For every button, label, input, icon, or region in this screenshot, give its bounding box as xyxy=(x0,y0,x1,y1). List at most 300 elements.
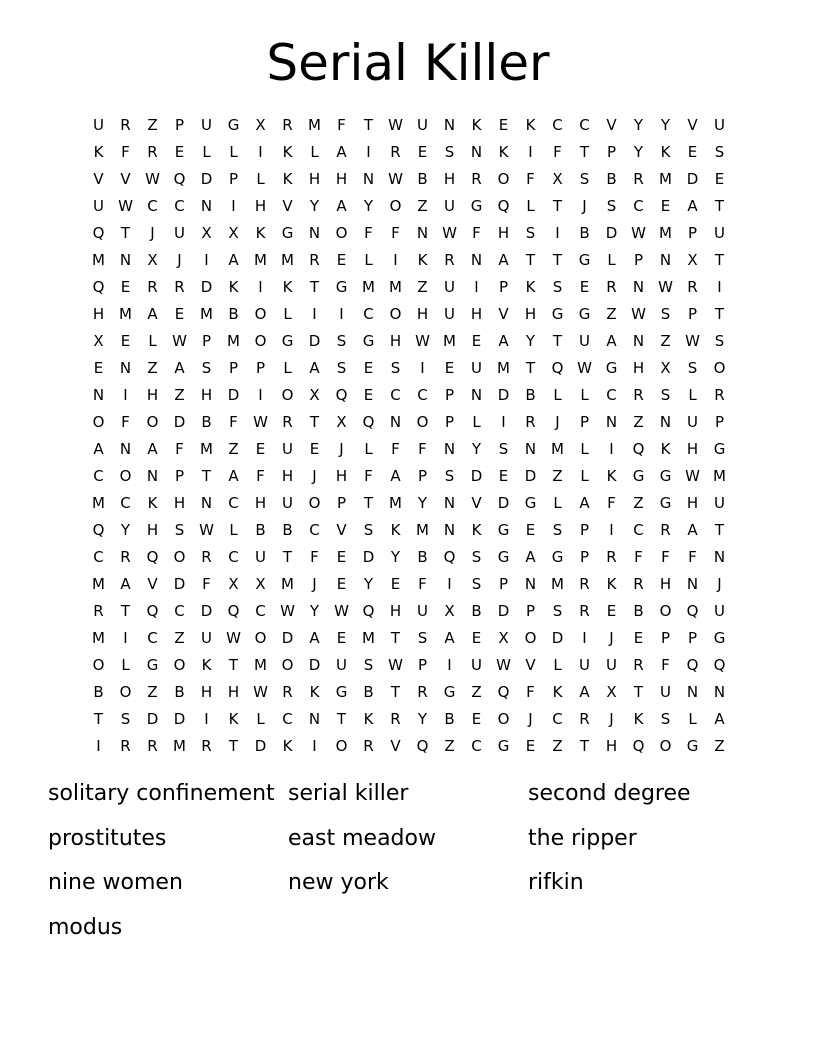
grid-letter: E xyxy=(579,278,590,296)
grid-letter: O xyxy=(281,656,294,674)
grid-letter: A xyxy=(525,548,536,566)
grid-letter: I xyxy=(420,359,425,377)
grid-letter: F xyxy=(661,656,670,674)
grid-letter: M xyxy=(281,575,294,593)
grid-letter: G xyxy=(659,467,672,485)
grid-letter: A xyxy=(687,197,698,215)
grid-letter: E xyxy=(336,629,347,647)
grid-letter: K xyxy=(228,710,239,728)
grid-letter: S xyxy=(417,629,428,647)
grid-letter: R xyxy=(282,413,293,431)
grid-letter: A xyxy=(336,143,347,161)
grid-letter: M xyxy=(308,116,321,134)
grid-letter: I xyxy=(609,440,614,458)
grid-letter: R xyxy=(390,143,401,161)
grid-letter: J xyxy=(609,710,614,728)
grid-letter: D xyxy=(173,575,186,593)
grid-letter: U xyxy=(660,683,671,701)
grid-letter: D xyxy=(200,170,213,188)
grid-letter: S xyxy=(552,521,563,539)
grid-letter: J xyxy=(312,575,317,593)
grid-row xyxy=(85,544,733,571)
grid-letter: T xyxy=(309,413,320,431)
grid-letter: A xyxy=(606,332,617,350)
grid-letter: N xyxy=(362,170,375,188)
grid-letter: D xyxy=(173,710,186,728)
grid-letter: Y xyxy=(120,521,131,539)
grid-letter: N xyxy=(632,332,645,350)
grid-letter: F xyxy=(391,224,400,242)
grid-letter: T xyxy=(93,710,104,728)
grid-letter: D xyxy=(524,467,537,485)
grid-letter: W xyxy=(280,602,295,620)
grid-letter: L xyxy=(553,656,562,674)
grid-letter: J xyxy=(582,197,587,215)
grid-letter: Q xyxy=(173,170,186,188)
grid-row xyxy=(85,301,733,328)
grid-letter: S xyxy=(525,224,536,242)
grid-letter: I xyxy=(366,143,371,161)
grid-letter: L xyxy=(283,359,292,377)
grid-letter: P xyxy=(336,494,347,512)
grid-letter: N xyxy=(686,683,699,701)
grid-letter: M xyxy=(713,467,726,485)
grid-letter: M xyxy=(92,629,105,647)
grid-letter: M xyxy=(443,332,456,350)
grid-letter: D xyxy=(173,413,186,431)
grid-letter: H xyxy=(632,359,645,377)
grid-letter: Y xyxy=(363,197,374,215)
grid-letter: U xyxy=(714,602,725,620)
grid-letter: I xyxy=(501,413,506,431)
grid-letter: L xyxy=(580,440,589,458)
grid-letter: Z xyxy=(552,737,563,755)
word-list-item: rifkin xyxy=(528,870,584,895)
grid-letter: T xyxy=(282,548,293,566)
grid-letter: F xyxy=(202,575,211,593)
grid-letter: S xyxy=(363,656,374,674)
grid-letter: N xyxy=(470,251,483,269)
grid-letter: K xyxy=(282,170,293,188)
grid-row xyxy=(85,355,733,382)
grid-letter: Y xyxy=(525,332,536,350)
grid-letter: W xyxy=(388,116,403,134)
grid-letter: L xyxy=(526,197,535,215)
grid-letter: E xyxy=(93,359,104,377)
grid-letter: W xyxy=(415,332,430,350)
grid-letter: M xyxy=(551,440,564,458)
grid-letter: O xyxy=(659,737,672,755)
grid-letter: G xyxy=(497,521,510,539)
grid-letter: K xyxy=(255,224,266,242)
grid-letter: I xyxy=(528,143,533,161)
grid-letter: I xyxy=(555,224,560,242)
word-list-item: the ripper xyxy=(528,825,637,851)
grid-letter: Y xyxy=(471,440,482,458)
grid-letter: U xyxy=(714,494,725,512)
grid-letter: G xyxy=(281,332,294,350)
grid-letter: Q xyxy=(335,386,348,404)
grid-letter: P xyxy=(687,629,698,647)
grid-letter: C xyxy=(120,494,131,512)
grid-letter: A xyxy=(579,683,590,701)
grid-letter: F xyxy=(418,440,427,458)
grid-letter: B xyxy=(417,548,428,566)
grid-letter: I xyxy=(447,656,452,674)
grid-letter: P xyxy=(174,467,185,485)
grid-letter: N xyxy=(308,710,321,728)
grid-letter: S xyxy=(660,710,671,728)
grid-letter: F xyxy=(688,548,697,566)
grid-letter: G xyxy=(578,251,591,269)
grid-letter: A xyxy=(714,710,725,728)
grid-letter: R xyxy=(633,386,644,404)
grid-letter: N xyxy=(470,143,483,161)
grid-letter: Y xyxy=(309,197,320,215)
grid-letter: K xyxy=(417,251,428,269)
grid-letter: L xyxy=(202,143,211,161)
grid-letter: L xyxy=(553,494,562,512)
grid-letter: P xyxy=(417,467,428,485)
grid-letter: F xyxy=(607,494,616,512)
grid-letter: P xyxy=(579,413,590,431)
grid-row xyxy=(85,409,733,436)
grid-letter: T xyxy=(579,143,590,161)
grid-letter: Q xyxy=(497,683,510,701)
grid-letter: V xyxy=(93,170,104,188)
grid-letter: F xyxy=(526,683,535,701)
grid-letter: Q xyxy=(686,602,699,620)
grid-letter: B xyxy=(201,413,212,431)
grid-letter: G xyxy=(713,440,726,458)
grid-letter: E xyxy=(363,386,374,404)
grid-letter: S xyxy=(336,359,347,377)
word-list-item: east meadow xyxy=(288,825,436,851)
grid-letter: N xyxy=(524,575,537,593)
grid-letter: Y xyxy=(417,494,428,512)
word-list-item: new york xyxy=(288,870,389,895)
grid-letter: G xyxy=(497,737,510,755)
grid-letter: Q xyxy=(92,224,105,242)
grid-letter: O xyxy=(389,197,402,215)
grid-letter: C xyxy=(633,197,644,215)
grid-letter: S xyxy=(120,710,131,728)
grid-letter: M xyxy=(119,305,132,323)
grid-letter: B xyxy=(255,521,266,539)
grid-letter: Z xyxy=(633,494,644,512)
grid-letter: I xyxy=(339,305,344,323)
grid-letter: Z xyxy=(174,629,185,647)
grid-letter: M xyxy=(200,305,213,323)
grid-letter: T xyxy=(579,737,590,755)
grid-letter: K xyxy=(498,143,509,161)
grid-letter: F xyxy=(634,548,643,566)
grid-letter: S xyxy=(552,602,563,620)
grid-letter: G xyxy=(605,359,618,377)
grid-letter: F xyxy=(175,440,184,458)
grid-letter: N xyxy=(416,224,429,242)
grid-row xyxy=(85,274,733,301)
grid-letter: T xyxy=(714,197,725,215)
grid-letter: L xyxy=(472,413,481,431)
grid-letter: S xyxy=(498,440,509,458)
grid-letter: A xyxy=(390,467,401,485)
grid-letter: E xyxy=(120,278,131,296)
grid-letter: N xyxy=(713,683,726,701)
grid-letter: V xyxy=(471,494,482,512)
grid-letter: K xyxy=(282,737,293,755)
grid-letter: T xyxy=(228,656,239,674)
grid-letter: X xyxy=(660,359,671,377)
grid-letter: P xyxy=(498,278,509,296)
grid-letter: Z xyxy=(417,197,428,215)
grid-letter: D xyxy=(227,386,240,404)
grid-letter: X xyxy=(147,251,158,269)
grid-letter: S xyxy=(471,575,482,593)
grid-letter: E xyxy=(174,305,185,323)
grid-letter: C xyxy=(255,602,266,620)
grid-letter: D xyxy=(254,737,267,755)
word-list-item: second degree xyxy=(528,781,691,806)
grid-letter: W xyxy=(145,170,160,188)
grid-letter: R xyxy=(417,683,428,701)
grid-letter: E xyxy=(606,602,617,620)
grid-letter: E xyxy=(687,143,698,161)
grid-letter: J xyxy=(528,710,533,728)
grid-letter: E xyxy=(498,116,509,134)
grid-letter: Q xyxy=(146,548,159,566)
page-title: Serial Killer xyxy=(266,34,550,92)
grid-letter: X xyxy=(606,683,617,701)
grid-letter: K xyxy=(201,656,212,674)
grid-letter: S xyxy=(579,170,590,188)
grid-letter: O xyxy=(416,413,429,431)
grid-letter: J xyxy=(150,224,155,242)
grid-letter: W xyxy=(118,197,133,215)
grid-letter: T xyxy=(228,737,239,755)
grid-letter: H xyxy=(389,602,402,620)
grid-letter: K xyxy=(525,278,536,296)
grid-letter: R xyxy=(633,575,644,593)
grid-letter: X xyxy=(93,332,104,350)
grid-letter: H xyxy=(497,224,510,242)
grid-letter: O xyxy=(173,548,186,566)
grid-letter: M xyxy=(659,224,672,242)
grid-letter: O xyxy=(173,656,186,674)
grid-letter: F xyxy=(364,467,373,485)
grid-letter: D xyxy=(200,602,213,620)
grid-letter: F xyxy=(553,143,562,161)
grid-letter: H xyxy=(470,305,483,323)
grid-letter: H xyxy=(605,737,618,755)
grid-letter: C xyxy=(552,116,563,134)
grid-letter: V xyxy=(336,521,347,539)
grid-letter: P xyxy=(525,602,536,620)
grid-letter: M xyxy=(200,440,213,458)
grid-letter: S xyxy=(174,521,185,539)
grid-letter: P xyxy=(444,386,455,404)
grid-letter: K xyxy=(471,521,482,539)
grid-letter: K xyxy=(390,521,401,539)
grid-letter: C xyxy=(93,467,104,485)
grid-letter: M xyxy=(551,575,564,593)
grid-letter: H xyxy=(659,575,672,593)
grid-letter: D xyxy=(362,548,375,566)
grid-letter: T xyxy=(525,359,536,377)
grid-letter: R xyxy=(390,710,401,728)
grid-letter: K xyxy=(606,467,617,485)
grid-letter: L xyxy=(364,440,373,458)
grid-letter: K xyxy=(282,143,293,161)
grid-letter: C xyxy=(552,710,563,728)
grid-letter: N xyxy=(524,440,537,458)
grid-letter: W xyxy=(685,332,700,350)
grid-letter: J xyxy=(555,413,560,431)
grid-letter: B xyxy=(363,683,374,701)
grid-letter: R xyxy=(471,170,482,188)
grid-letter: G xyxy=(524,494,537,512)
grid-letter: U xyxy=(579,656,590,674)
grid-letter: D xyxy=(497,386,510,404)
grid-letter: H xyxy=(227,683,240,701)
grid-letter: G xyxy=(335,683,348,701)
grid-letter: A xyxy=(174,359,185,377)
grid-letter: U xyxy=(714,224,725,242)
grid-letter: C xyxy=(174,602,185,620)
grid-letter: B xyxy=(606,170,617,188)
grid-letter: E xyxy=(120,332,131,350)
grid-letter: I xyxy=(312,737,317,755)
grid-letter: Q xyxy=(92,278,105,296)
grid-letter: I xyxy=(96,737,101,755)
grid-letter: E xyxy=(471,332,482,350)
grid-letter: I xyxy=(312,305,317,323)
grid-letter: N xyxy=(200,197,213,215)
grid-letter: H xyxy=(200,683,213,701)
grid-row xyxy=(85,193,733,220)
grid-letter: Y xyxy=(363,575,374,593)
grid-letter: G xyxy=(551,305,564,323)
grid-letter: Q xyxy=(443,548,456,566)
grid-letter: B xyxy=(471,602,482,620)
grid-letter: T xyxy=(714,251,725,269)
grid-letter: W xyxy=(631,224,646,242)
grid-letter: G xyxy=(470,197,483,215)
grid-letter: P xyxy=(444,413,455,431)
grid-letter: B xyxy=(282,521,293,539)
grid-letter: O xyxy=(497,170,510,188)
grid-letter: Q xyxy=(632,737,645,755)
grid-letter: Y xyxy=(417,710,428,728)
grid-letter: U xyxy=(417,116,428,134)
grid-letter: V xyxy=(282,197,293,215)
grid-letter: X xyxy=(255,116,266,134)
grid-row xyxy=(85,220,733,247)
grid-letter: M xyxy=(389,494,402,512)
grid-letter: B xyxy=(417,170,428,188)
grid-letter: N xyxy=(119,440,132,458)
grid-letter: M xyxy=(254,251,267,269)
grid-letter: M xyxy=(497,359,510,377)
grid-letter: Z xyxy=(228,440,239,458)
grid-letter: Z xyxy=(552,467,563,485)
grid-letter: Z xyxy=(471,683,482,701)
grid-letter: L xyxy=(148,332,157,350)
grid-letter: N xyxy=(659,251,672,269)
grid-letter: P xyxy=(174,116,185,134)
grid-letter: H xyxy=(686,494,699,512)
grid-letter: W xyxy=(226,629,241,647)
grid-letter: U xyxy=(417,602,428,620)
grid-letter: A xyxy=(147,305,158,323)
grid-letter: P xyxy=(201,332,212,350)
grid-letter: L xyxy=(688,710,697,728)
grid-letter: A xyxy=(93,440,104,458)
grid-letter: V xyxy=(147,575,158,593)
grid-letter: X xyxy=(552,170,563,188)
grid-letter: P xyxy=(579,548,590,566)
grid-letter: F xyxy=(418,575,427,593)
grid-letter: W xyxy=(442,224,457,242)
grid-letter: J xyxy=(609,629,614,647)
grid-letter: R xyxy=(282,683,293,701)
grid-row xyxy=(85,463,733,490)
grid-letter: R xyxy=(282,116,293,134)
grid-row xyxy=(85,112,733,139)
grid-letter: Z xyxy=(606,305,617,323)
grid-letter: C xyxy=(309,521,320,539)
grid-letter: L xyxy=(310,143,319,161)
grid-letter: U xyxy=(471,656,482,674)
grid-letter: K xyxy=(93,143,104,161)
grid-letter: A xyxy=(444,629,455,647)
grid-letter: T xyxy=(363,116,374,134)
grid-letter: H xyxy=(200,386,213,404)
grid-letter: W xyxy=(685,467,700,485)
grid-letter: I xyxy=(123,629,128,647)
grid-letter: I xyxy=(717,278,722,296)
grid-letter: S xyxy=(444,143,455,161)
grid-letter: R xyxy=(606,548,617,566)
grid-letter: X xyxy=(498,629,509,647)
grid-letter: I xyxy=(609,521,614,539)
grid-letter: R xyxy=(147,278,158,296)
grid-row xyxy=(85,166,733,193)
grid-letter: Z xyxy=(147,116,158,134)
grid-letter: D xyxy=(308,656,321,674)
grid-letter: S xyxy=(552,278,563,296)
grid-letter: R xyxy=(687,278,698,296)
grid-letter: C xyxy=(228,548,239,566)
grid-letter: J xyxy=(717,575,722,593)
grid-letter: M xyxy=(227,332,240,350)
grid-letter: U xyxy=(687,413,698,431)
grid-letter: A xyxy=(309,629,320,647)
grid-letter: H xyxy=(254,494,267,512)
grid-letter: N xyxy=(470,386,483,404)
grid-letter: K xyxy=(147,494,158,512)
grid-letter: D xyxy=(308,332,321,350)
grid-letter: U xyxy=(201,629,212,647)
grid-letter: L xyxy=(283,305,292,323)
grid-letter: A xyxy=(120,575,131,593)
grid-letter: O xyxy=(308,494,321,512)
grid-letter: F xyxy=(229,413,238,431)
grid-letter: X xyxy=(309,386,320,404)
grid-letter: H xyxy=(281,467,294,485)
grid-letter: Z xyxy=(174,386,185,404)
grid-letter: M xyxy=(173,737,186,755)
